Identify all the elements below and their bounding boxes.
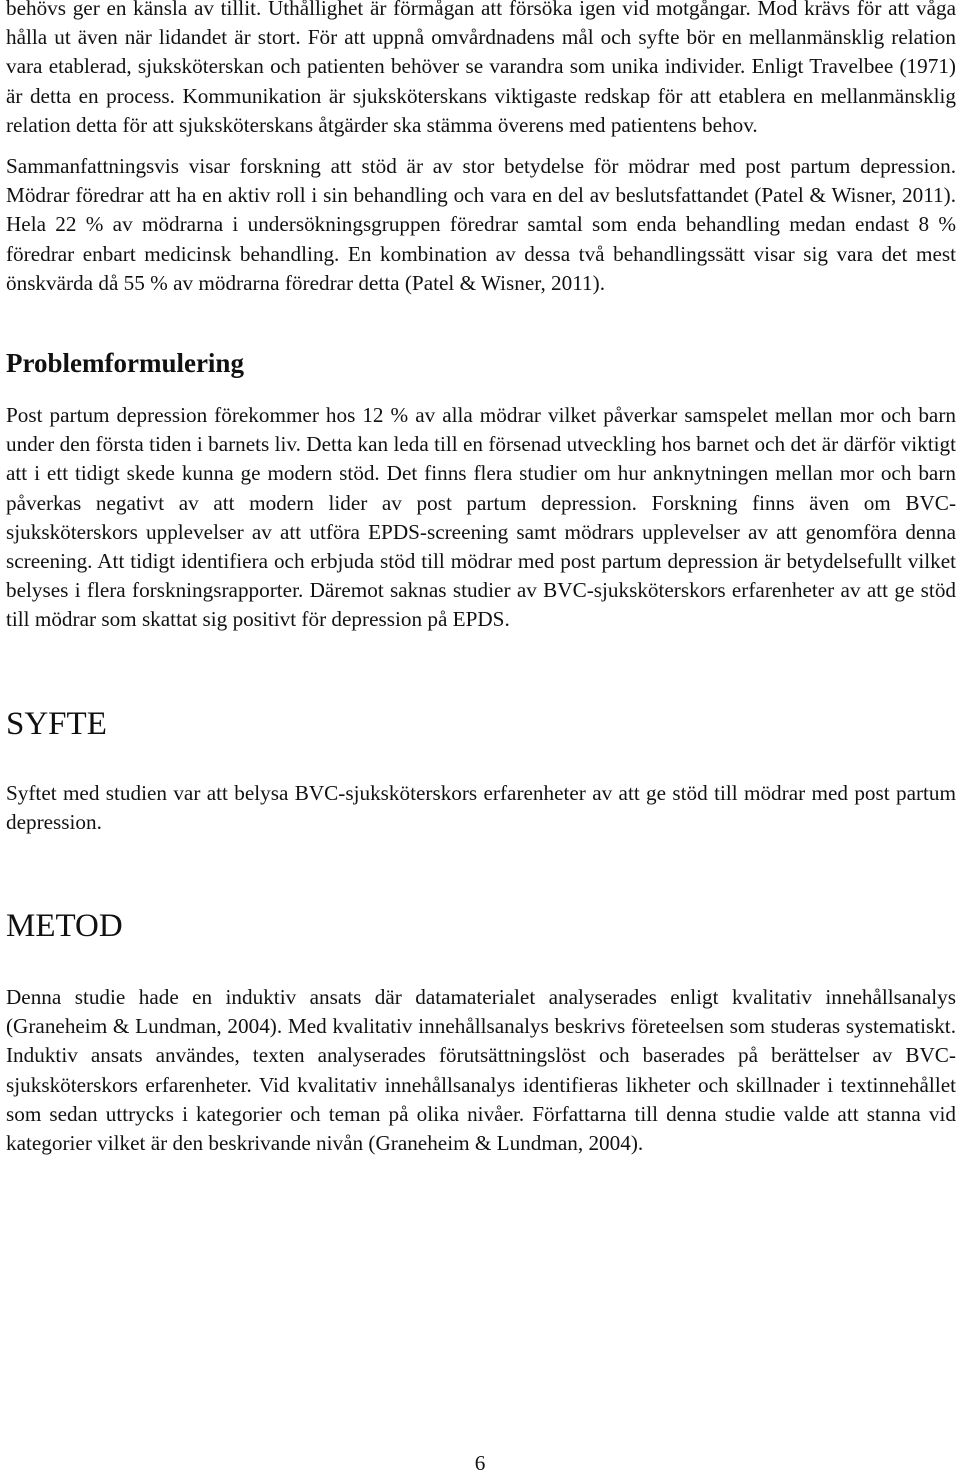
metod-paragraph: Denna studie hade en induktiv ansats där datamaterialet analyserades enligt kvalitativ innehållsanalys (Graneheim & Lundman, 2004). Med kvalitativ innehållsanalys beskrivs företeelsen som studeras systematiskt. Induktiv ansats användes, texten analyserades förutsättningslöst och baserades på berättelser av BVC-sjuksköterskors erfarenheter. Vid kvalitativ innehållsanalys identifieras likheter och skillnader i textinnehållet som sedan uttrycks i kategorier och teman på olika nivåer. Författarna till denna studie valde att stanna vid kategorier vilket är den beskrivande nivån (Graneheim & Lundman, 2004). [6, 985, 956, 1156]
syfte-paragraph: Syftet med studien var att belysa BVC-sjuksköterskors erfarenheter av att ge stöd till mödrar med post partum depression. [6, 780, 956, 834]
metod-heading: METOD [6, 908, 123, 945]
summary-paragraph: Sammanfattningsvis visar forskning att stöd är av stor betydelse för mödrar med post partum depression. Mödrar föredrar att ha en aktiv roll i sin behandling och vara en del av beslutsfattandet (Patel & Wisner, 2011). Hela 22 % av mödrarna i undersökningsgruppen föredrar samtal som enda behandling medan endast 8 % föredrar enbart medicinsk behandling. En kombination av dessa två behandlingssätt visar sig vara det mest önskvärda då 55 % av mödrarna föredrar detta (Patel & Wisner, 2011). [6, 154, 956, 295]
page-number: 6 [474, 1451, 486, 1475]
problem-paragraph: Post partum depression förekommer hos 12 % av alla mödrar vilket påverkar samspelet mellan mor och barn under den första tiden i barnets liv. Detta kan leda till en försenad utveckling hos barnet och det är därför viktigt att i ett tidigt skede kunna ge modern stöd. Det finns flera studier om hur anknytningen mellan mor och barn påverkas negativt av att modern lider av post partum depression. Forskning finns även om BVC-sjuksköterskors upplevelser av att utföra EPDS-screening samt mödrars upplevelser av att genomföra denna screening. Att tidigt identifiera och erbjuda stöd till mödrar med post partum depression är betydelsefullt vilket belyses i flera forskningsrapporter. Däremot saknas studier av BVC-sjuksköterskors erfarenheter av att ge stöd till mödrar som skattat sig positivt för depression på EPDS. [6, 403, 956, 632]
syfte-heading: SYFTE [6, 705, 107, 742]
problem-heading: Problemformulering [6, 348, 244, 379]
document-page [6, 0, 956, 1158]
intro-paragraph: behövs ger en känsla av tillit. Uthållighet är förmågan att försöka igen vid motgångar. Mod krävs för att våga hålla ut även när lidandet är stort. För att uppnå omvårdnadens mål och syfte bör en mellanmänsklig relation vara etablerad, sjuksköterskan och patienten behöver se varandra som unika individer. Enligt Travelbee (1971) är detta en process. Kommunikation är sjuksköterskans viktigaste redskap för att etablera en mellanmänsklig relation detta för att sjuksköterskans åtgärder ska stämma överens med patientens behov. [6, 0, 956, 137]
